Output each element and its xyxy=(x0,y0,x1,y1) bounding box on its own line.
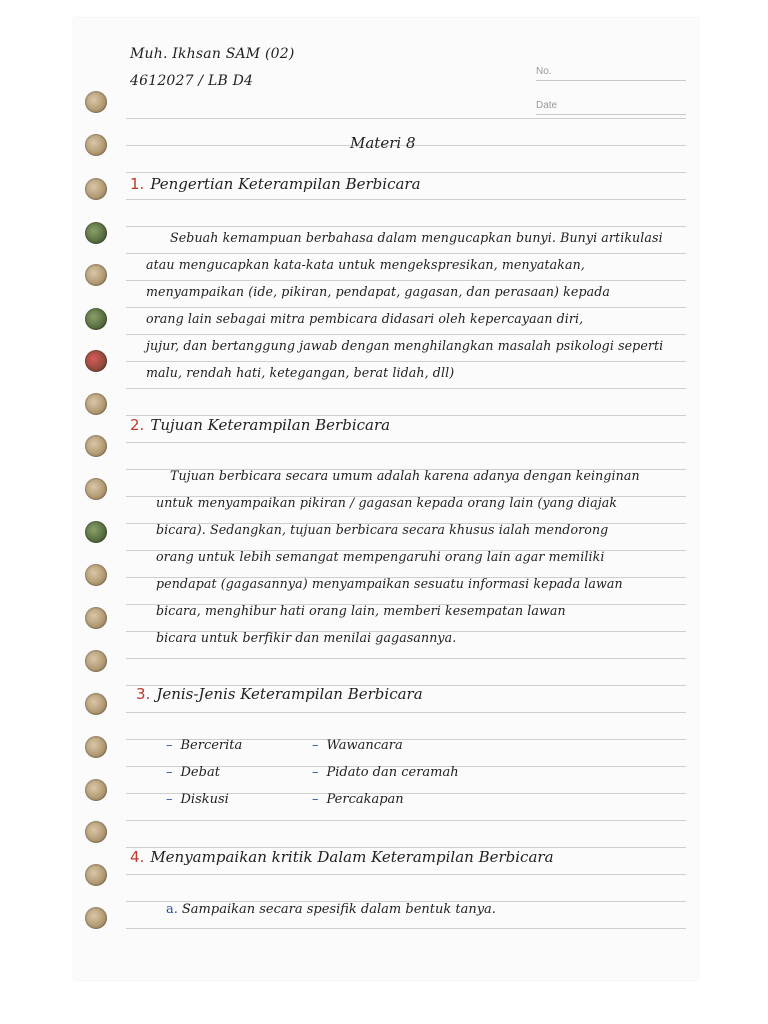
ruled-line xyxy=(126,253,686,254)
binder-hole xyxy=(85,864,107,886)
binder-hole xyxy=(85,350,107,372)
ruled-line xyxy=(126,928,686,929)
list-item: – Diskusi xyxy=(166,792,229,807)
binder-hole xyxy=(85,264,107,286)
list-item: – Debat xyxy=(166,765,220,780)
list-item: – Wawancara xyxy=(312,738,403,753)
section-2-number: 2. xyxy=(130,416,145,434)
section-4-title: Menyampaikan kritik Dalam Keterampilan Berbicara xyxy=(150,848,554,866)
section-1-line: Sebuah kemampuan berbahasa dalam mengucapkan bunyi. Bunyi artikulasi xyxy=(170,230,663,245)
no-label: No. xyxy=(536,66,552,77)
ruled-line xyxy=(126,658,686,659)
ruled-line xyxy=(126,307,686,308)
sub-item-text: Sampaikan secara spesifik dalam bentuk tanya. xyxy=(181,902,496,917)
binder-hole xyxy=(85,821,107,843)
binder-hole xyxy=(85,564,107,586)
section-4-number: 4. xyxy=(130,848,145,866)
student-name: Muh. Ikhsan SAM (02) xyxy=(130,46,295,62)
section-2-line: bicara). Sedangkan, tujuan berbicara secara khusus ialah mendorong xyxy=(156,522,609,537)
section-2-line: orang untuk lebih semangat mempengaruhi orang lain agar memiliki xyxy=(156,549,605,564)
binder-hole xyxy=(85,308,107,330)
binder-hole xyxy=(85,222,107,244)
ruled-line xyxy=(126,874,686,875)
binder-hole xyxy=(85,736,107,758)
binder-hole xyxy=(85,178,107,200)
section-1-line: atau mengucapkan kata-kata untuk mengekspresikan, menyatakan, xyxy=(146,257,585,272)
binder-hole xyxy=(85,478,107,500)
binder-hole xyxy=(85,779,107,801)
binder-hole xyxy=(85,650,107,672)
section-4-heading xyxy=(130,848,554,866)
notebook-paper xyxy=(74,18,698,980)
section-2-line: untuk menyampaikan pikiran / gagasan kepada orang lain (yang diajak xyxy=(156,495,618,510)
list-item: – Pidato dan ceramah xyxy=(312,765,459,780)
ruled-line xyxy=(126,388,686,389)
section-3-number: 3. xyxy=(136,685,151,703)
sub-item-label: a. xyxy=(166,902,178,917)
binder-hole xyxy=(85,607,107,629)
section-1-number: 1. xyxy=(130,175,145,193)
section-1-line: jujur, dan bertanggung jawab dengan menghilangkan masalah psikologi seperti xyxy=(146,338,664,353)
list-item: – Bercerita xyxy=(166,738,243,753)
section-1-title: Pengertian Keterampilan Berbicara xyxy=(150,175,421,193)
ruled-line xyxy=(126,442,686,443)
no-line xyxy=(536,80,686,81)
section-2-line: bicara, menghibur hati orang lain, memberi kesempatan lawan xyxy=(156,603,566,618)
ruled-line xyxy=(126,334,686,335)
page-title: Materi 8 xyxy=(350,134,416,152)
section-1-line: orang lain sebagai mitra pembicara didasari oleh kepercayaan diri, xyxy=(146,311,584,326)
date-line xyxy=(536,114,686,115)
section-1-heading xyxy=(130,175,421,193)
ruled-line xyxy=(126,118,686,119)
ruled-line xyxy=(126,199,686,200)
section-2-line: bicara untuk berfikir dan menilai gagasannya. xyxy=(156,630,457,645)
binder-hole xyxy=(85,521,107,543)
ruled-line xyxy=(126,172,686,173)
date-label: Date xyxy=(536,100,558,111)
ruled-line xyxy=(126,226,686,227)
section-3-title: Jenis-Jenis Keterampilan Berbicara xyxy=(156,685,423,703)
section-3-heading xyxy=(136,685,423,703)
section-2-heading xyxy=(130,416,390,434)
ruled-line xyxy=(126,712,686,713)
binder-hole xyxy=(85,91,107,113)
ruled-line xyxy=(126,280,686,281)
section-4-sub-item xyxy=(166,902,496,917)
section-1-line: malu, rendah hati, ketegangan, berat lidah, dll) xyxy=(146,365,455,380)
student-id: 4612027 / LB D4 xyxy=(130,73,254,89)
section-1-line: menyampaikan (ide, pikiran, pendapat, gagasan, dan perasaan) kepada xyxy=(146,284,610,299)
ruled-line xyxy=(126,361,686,362)
binder-hole xyxy=(85,907,107,929)
binder-hole xyxy=(85,134,107,156)
section-2-title: Tujuan Keterampilan Berbicara xyxy=(150,416,391,434)
ruled-line xyxy=(126,820,686,821)
section-2-line: Tujuan berbicara secara umum adalah karena adanya dengan keinginan xyxy=(170,468,640,483)
section-2-line: pendapat (gagasannya) menyampaikan sesuatu informasi kepada lawan xyxy=(156,576,623,591)
binder-hole xyxy=(85,435,107,457)
list-item: – Percakapan xyxy=(312,792,404,807)
binder-hole xyxy=(85,693,107,715)
binder-hole xyxy=(85,393,107,415)
